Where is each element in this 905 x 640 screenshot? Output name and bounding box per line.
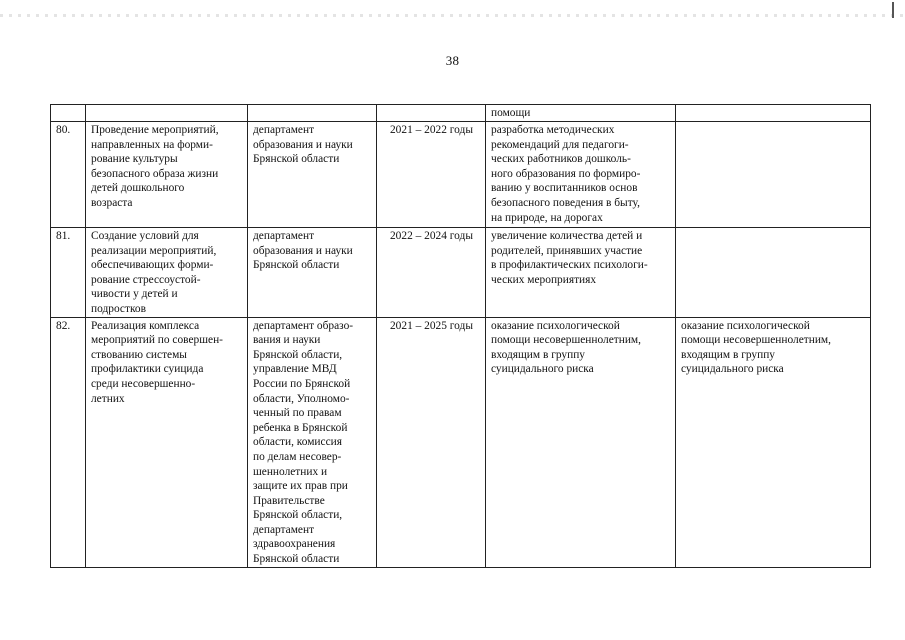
- cell-period: 2021 – 2025 годы: [377, 317, 486, 567]
- cell-result: [486, 228, 676, 318]
- cell-result: [486, 105, 676, 122]
- activity-text: Проведение мероприятий, направленных на форми- рование культуры безопасного образа жизни детей дошкольного возраста: [91, 124, 219, 209]
- executor-text: департамент образования и науки Брянской области: [253, 230, 353, 272]
- result-text: разработка методических рекомендаций для педагоги- ческих работников дошколь- ного образования по формиро- ванию у воспитанников основ безопасного поведения в быту, на природе, на дорогах: [491, 124, 641, 224]
- scan-edge-artifact: [0, 14, 905, 17]
- activity-text: Реализация комплекса мероприятий по совершен- ствованию системы профилактики суицида среди несовершенно- летних: [91, 319, 223, 405]
- table-row: [51, 228, 871, 318]
- cell-result: [486, 317, 676, 567]
- result-text: оказание психологической помощи несовершеннолетним, входящим в группу суицидального риска: [491, 319, 641, 376]
- table-row-continuation: [51, 105, 871, 122]
- cell-activity: [86, 317, 248, 567]
- indicator-text: оказание психологической помощи несовершеннолетним, входящим в группу суицидального риска: [681, 319, 831, 376]
- scan-mark-artifact: [892, 2, 894, 18]
- cell-num: 80.: [51, 122, 86, 228]
- cell-result: [486, 122, 676, 228]
- table-row: [51, 317, 871, 567]
- cell-executor: [248, 105, 377, 122]
- cell-executor: [248, 228, 377, 318]
- result-text: увеличение количества детей и родителей, принявших участие в профилактических психологи- ческих мероприятиях: [491, 230, 648, 286]
- executor-text: департамент образо- вания и науки Брянской области, управление МВД России по Брянской области, Уполномо- ченный по правам ребенка в Брянской области, комиссия по делам несовер- шеннолетних и защите их прав при Правительстве Брянской области, департамент здравоохранения Брянской области: [253, 319, 354, 566]
- cell-executor: [248, 122, 377, 228]
- cell-num: 82.: [51, 317, 86, 567]
- cell-activity: [86, 228, 248, 318]
- cell-indicator: [676, 105, 871, 122]
- executor-text: департамент образования и науки Брянской области: [253, 124, 353, 166]
- cell-indicator: [676, 122, 871, 228]
- cell-activity: [86, 122, 248, 228]
- cell-period: 2021 – 2022 годы: [377, 122, 486, 228]
- cell-num: [51, 105, 86, 122]
- cell-activity: [86, 105, 248, 122]
- page-number: 38: [445, 53, 460, 68]
- table-row: [51, 122, 871, 228]
- cell-period: [377, 105, 486, 122]
- measures-table: [50, 104, 871, 568]
- cell-num: 81.: [51, 228, 86, 318]
- cell-indicator: [676, 228, 871, 318]
- cell-indicator: [676, 317, 871, 567]
- cell-period: 2022 – 2024 годы: [377, 228, 486, 318]
- cell-executor: [248, 317, 377, 567]
- result-text: помощи: [491, 107, 531, 119]
- activity-text: Создание условий для реализации мероприятий, обеспечивающих форми- рование стрессоустой- чивости у детей и подростков: [91, 230, 217, 315]
